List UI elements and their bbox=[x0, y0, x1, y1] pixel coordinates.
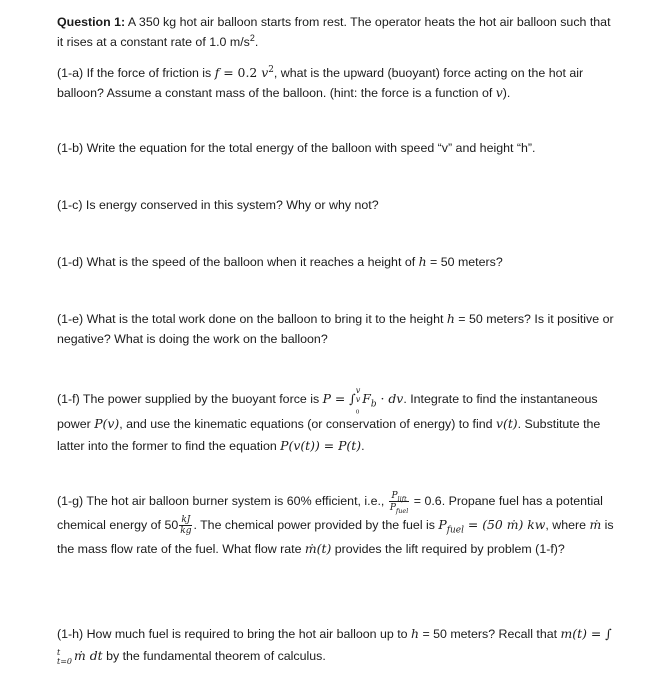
integral-limits: v v $_0$ bbox=[355, 386, 361, 416]
part-1g: (1-g) The hot air balloon burner system is 60% efficient, i.e., $\frac{P_{lift}}{P_{fuel}}$ = 0.6. Propane fuel has a potential chemical energy of 50 $\frac{kJ}{kg}$ . The chemical power provided by the fuel is $P_{fuel} = (50$ ṁ) kw, where ṁ is the mass flow rate of the fuel. What flow rate ṁ(t) provides the lift required by problem (1-f)? bbox=[57, 491, 614, 557]
question-1-intro: Question 1: A 350 kg hot air balloon starts from rest. The operator heats the hot air balloon such that it rises at a constant rate of 1.0 $m/s^2$. bbox=[57, 15, 611, 49]
part-1d: (1-d) What is the speed of the balloon when it reaches a height of h = 50 meters? bbox=[57, 254, 503, 269]
part-1f: (1-f) The power supplied by the buoyant force is P = ∫ v v $_0$ $F_b$ · dv. Integrate to find the instantaneous power P(v), and use the kinematic equations (or conservation of energy) to find v(t). Substitute the latter into the former to find the equation P(v(t)) = P(t). bbox=[57, 386, 601, 453]
part-1a: (1-a) If the force of friction is f = 0.2 $v^2$, what is the upward (buoyant) force acting on the hot air balloon? Assume a constant mass of the balloon. (hint: the force is a function of v). bbox=[57, 64, 584, 100]
integral-sign: ∫ bbox=[605, 626, 612, 641]
question-label: Question 1: bbox=[57, 15, 126, 29]
integral-limits: t t=0 bbox=[57, 647, 73, 666]
part-1e: (1-e) What is the total work done on the balloon to bring it to the height h = 50 meters? Is it positive or negative? What is doing the work on the balloon? bbox=[57, 311, 614, 346]
integral-sign: ∫ bbox=[349, 390, 356, 406]
power-ratio-fraction: $\frac{P_{lift}}{P_{fuel}}$ bbox=[389, 491, 409, 516]
part-1h: (1-h) How much fuel is required to bring the hot air balloon up to h = 50 meters? Recall that m(t) = ∫ t t=0 ṁ dt by the fundamental theorem of calculus. bbox=[57, 626, 612, 666]
part-1b: (1-b) Write the equation for the total energy of the balloon with speed “v” and height “h”. bbox=[57, 141, 536, 155]
unit-fraction: $\frac{kJ}{kg}$ bbox=[180, 515, 192, 537]
part-1c: (1-c) Is energy conserved in this system? Why or why not? bbox=[57, 198, 379, 212]
